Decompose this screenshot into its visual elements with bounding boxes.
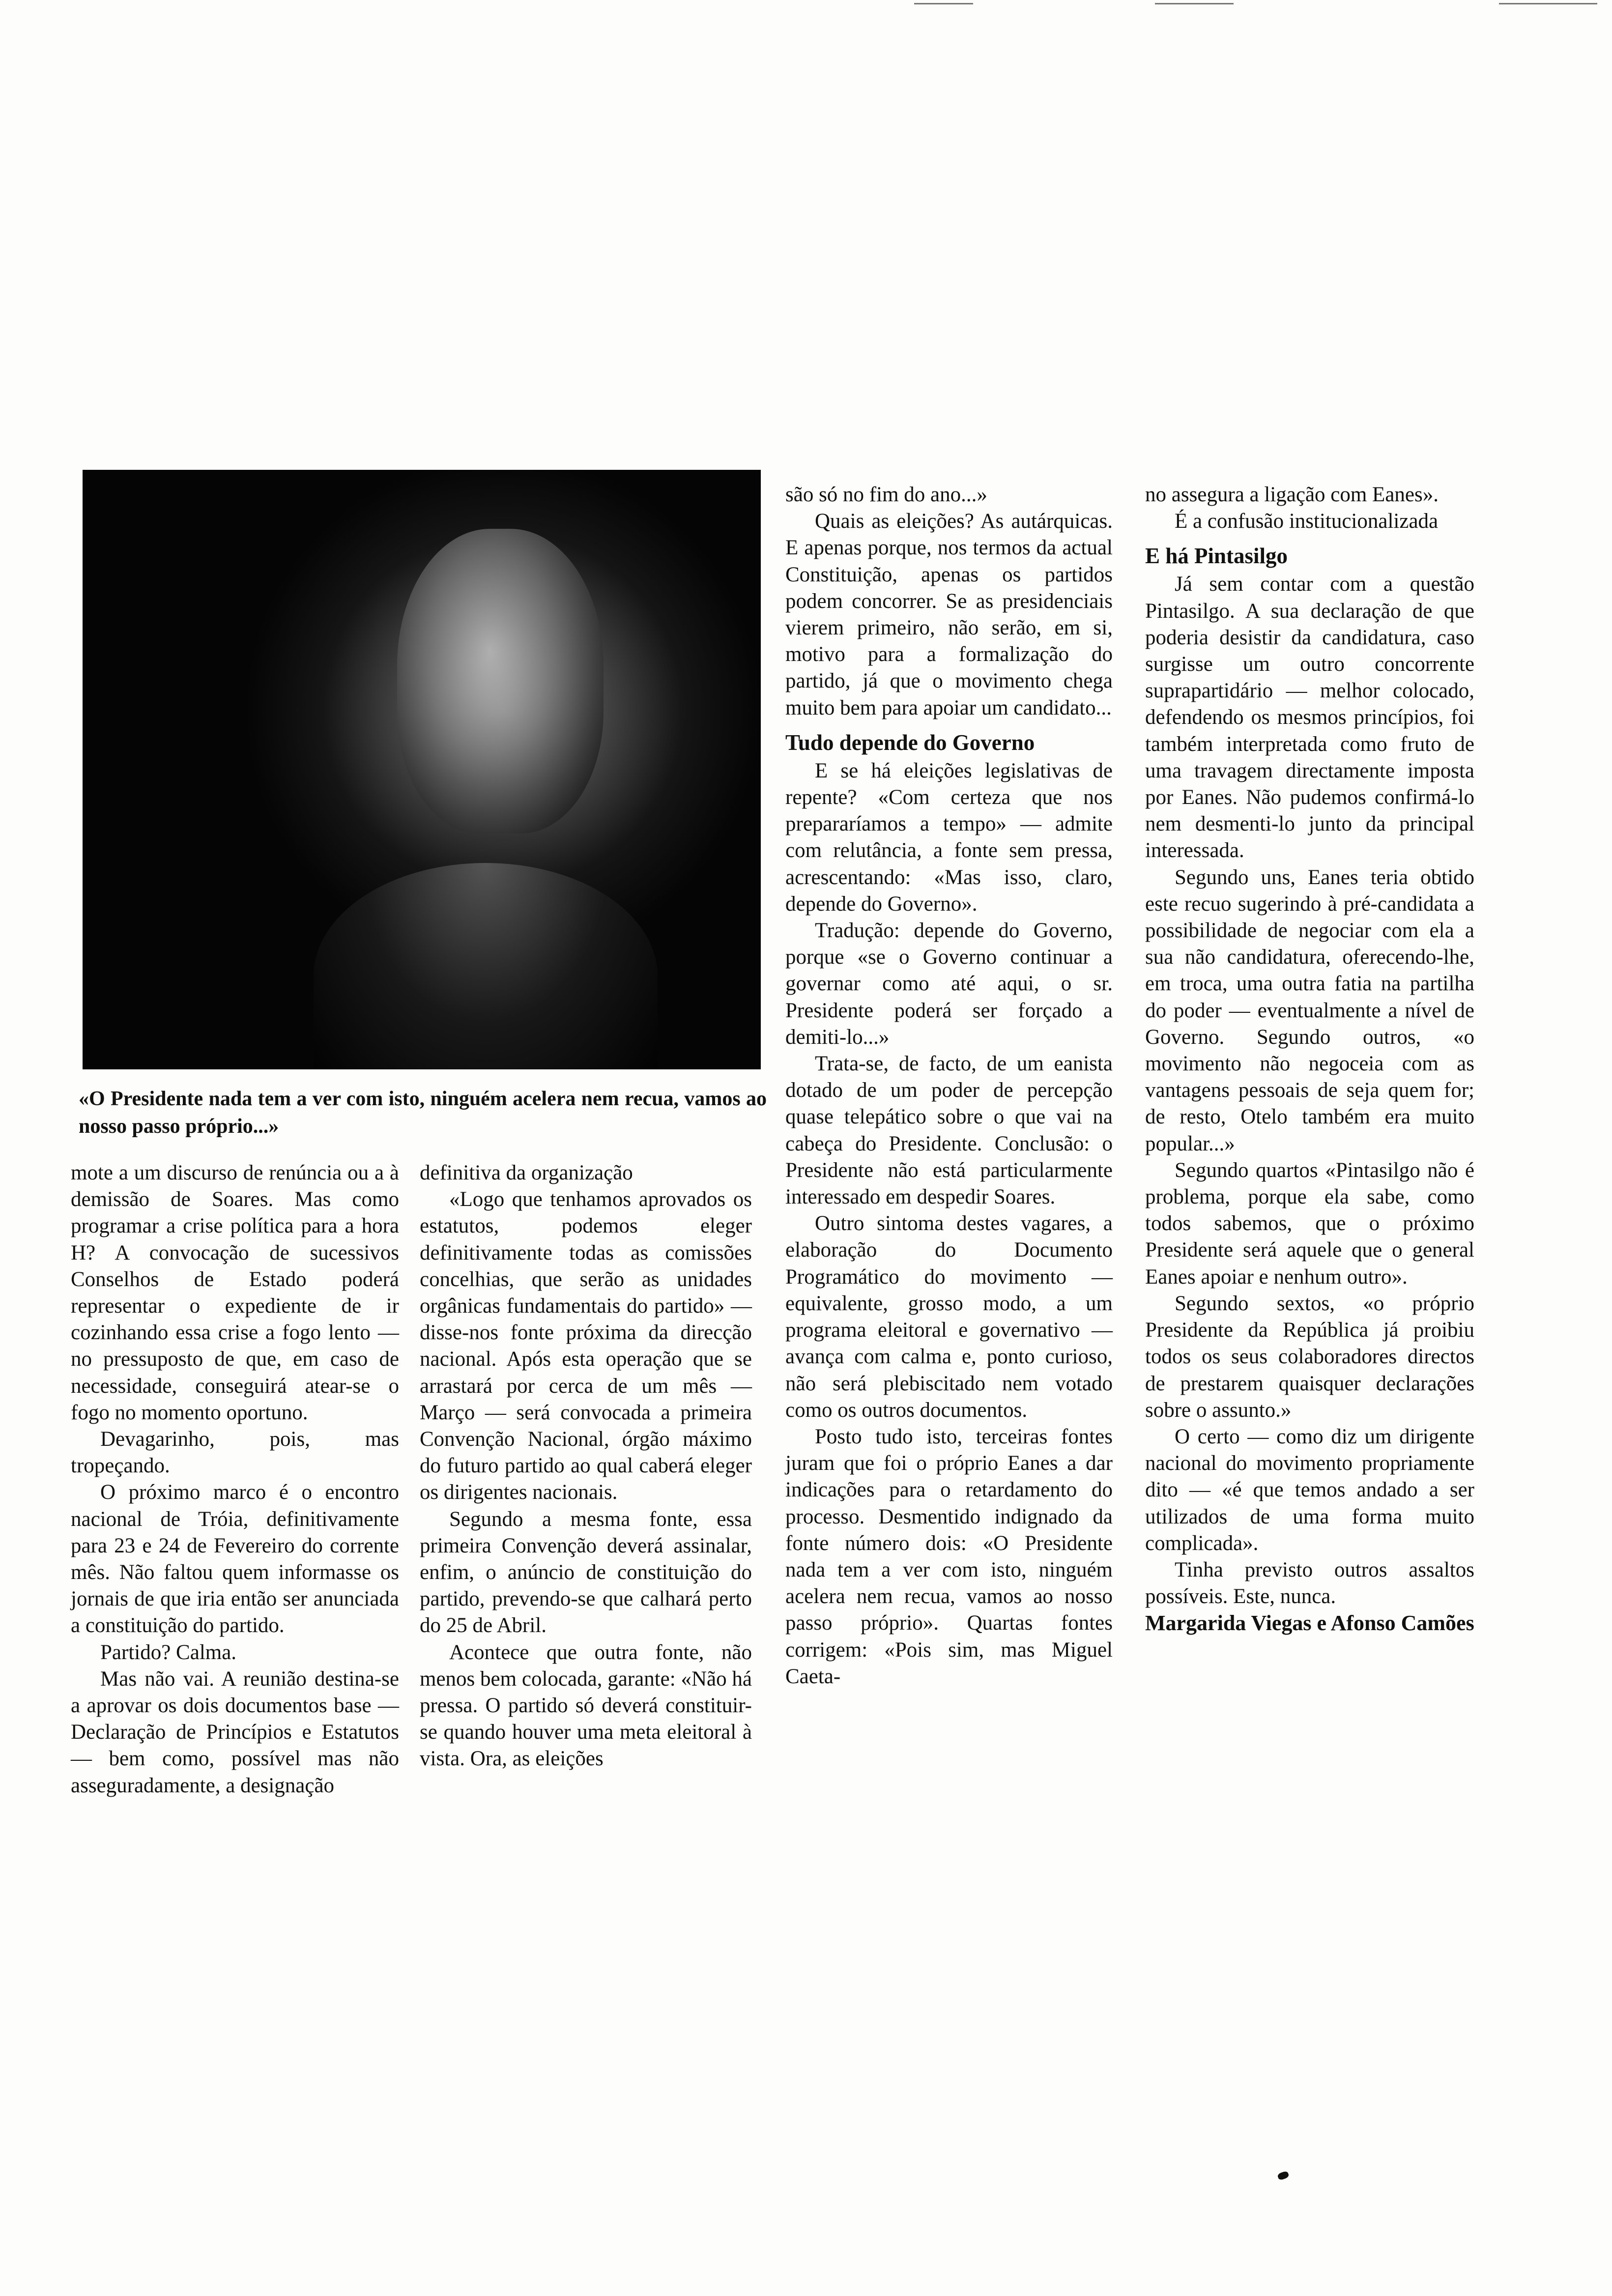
paragraph: mote a um discurso de renúncia ou a à demissão de Soares. Mas como programar a crise política para a hora H? A convocação de sucessivos Conselhos de Estado poderá representar o expediente de ir cozinhando essa crise a fogo lento — no pressuposto de que, em caso de necessidade, conseguirá atear-se o fogo no momento oportuno.: [71, 1161, 399, 1424]
face-shape: [397, 529, 604, 833]
paragraph: Partido? Calma.: [100, 1640, 237, 1664]
section-heading: E há Pintasilgo: [1145, 544, 1288, 569]
paragraph: O próximo marco é o encontro nacional de Tróia, definitivamente para 23 e 24 de Fevereiro do corrente mês. Não faltou quem informasse os jornais de que iria então ser anunciada a constituição do partido.: [71, 1481, 399, 1637]
paragraph: Segundo sextos, «o próprio Presidente da República já proibiu todos os seus colaboradores directos de prestarem quaisquer declarações sobre o assunto.»: [1145, 1292, 1474, 1422]
paragraph: Quais as eleições? As autárquicas. E apenas porque, nos termos da actual Constituição, apenas os partidos podem concorrer. Se as presidenciais vierem primeiro, não serão, em si, motivo para a formalização do partido, já que o movimento chega muito bem para apoiar um candidato...: [785, 510, 1113, 719]
shoulders-shape: [314, 863, 658, 1069]
paragraph: Acontece que outra fonte, não menos bem colocada, garante: «Não há pressa. O partido só deverá constituir-se quando houver uma meta eleitoral à vista. Ora, as eleições: [420, 1640, 752, 1771]
byline: Margarida Viegas e Afonso Camões: [1145, 1611, 1474, 1636]
scan-speck: [1277, 2171, 1289, 2181]
paragraph: são só no fim do ano...»: [785, 483, 987, 506]
article-column-1: [71, 1160, 399, 1799]
paragraph: Segundo uns, Eanes teria obtido este recuo sugerindo à pré-candidata a possibilidade de negociar com ela a sua não candidatura, oferecendo-lhe, em troca, uma outra fatia na partilha do poder — eventualmente a nível de Governo. Segundo outros, «o movimento não negoceia com as vantagens pessoais de seja quem for; de resto, Otelo também era muito popular...»: [1145, 865, 1474, 1155]
scan-mark: [914, 3, 973, 4]
paragraph: Tinha previsto outros assaltos possíveis. Este, nunca.: [1145, 1558, 1474, 1608]
article-column-3: [785, 482, 1113, 1690]
article-column-2: [420, 1160, 752, 1773]
paragraph: E se há eleições legislativas de repente? «Com certeza que nos prepararíamos a tempo» — admite com relutância, a fonte sem pressa, acrescentando: «Mas isso, claro, depende do Governo».: [785, 759, 1113, 916]
photo-caption: «O Presidente nada tem a ver com isto, ninguém acelera nem recua, vamos ao nosso passo próprio...»: [79, 1088, 767, 1138]
paragraph: Trata-se, de facto, de um eanista dotado de um poder de percepção quase telepático sobre o que vai na cabeça do Presidente. Conclusão: o Presidente não está particularmente interessado em despedir Soares.: [785, 1052, 1113, 1209]
paragraph: Outro sintoma destes vagares, a elaboração do Documento Programático do movimento — equivalente, grosso modo, a um programa eleitoral e governativo — avança com calma e, ponto curioso, não será plebiscitado nem votado como os outros documentos.: [785, 1212, 1113, 1422]
section-heading: Tudo depende do Governo: [785, 730, 1035, 755]
paragraph: Segundo quartos «Pintasilgo não é problema, porque ela sabe, como todos sabemos, que o próximo Presidente será aquele que o general Eanes apoiar e nenhum outro».: [1145, 1158, 1474, 1289]
paragraph: no assegura a ligação com Eanes».: [1145, 483, 1439, 506]
paragraph: Mas não vai. A reunião destina-se a aprovar os dois documentos base — Declaração de Princípios e Estatutos — bem como, possível mas não asseguradamente, a designação: [71, 1667, 399, 1797]
paragraph: definitiva da organização: [420, 1161, 633, 1184]
paragraph: O certo — como diz um dirigente nacional do movimento propriamente dito — «é que temos andado a ser utilizados de uma forma muito complicada».: [1145, 1425, 1474, 1555]
paragraph: Devagarinho, pois, mas tropeçando.: [71, 1428, 399, 1478]
paragraph: Tradução: depende do Governo, porque «se o Governo continuar a governar como até aqui, o sr. Presidente poderá ser forçado a demiti-lo...»: [785, 919, 1113, 1049]
paragraph: É a confusão institucionalizada: [1175, 510, 1439, 533]
scan-mark: [1499, 3, 1597, 4]
article-column-4: [1145, 482, 1474, 1636]
portrait-photo: [83, 470, 761, 1069]
scan-mark: [1155, 3, 1234, 4]
paragraph: Segundo a mesma fonte, essa primeira Convenção deverá assinalar, enfim, o anúncio de constituição do partido, prevendo-se que calhará perto do 25 de Abril.: [420, 1507, 752, 1637]
paragraph: Posto tudo isto, terceiras fontes juram que foi o próprio Eanes a dar indicações para o retardamento do processo. Desmentido indignado da fonte número dois: «O Presidente nada tem a ver com isto, ninguém acelera nem recua, vamos ao nosso passo próprio». Quartas fontes corrigem: «Pois sim, mas Miguel Caeta-: [785, 1425, 1113, 1688]
paragraph: «Logo que tenhamos aprovados os estatutos, podemos eleger definitivamente todas as comissões concelhias, que serão as unidades orgânicas fundamentais do partido» — disse-nos fonte próxima da direcção nacional. Após esta operação que se arrastará por cerca de um mês — Março — será convocada a primeira Convenção Nacional, órgão máximo do futuro partido ao qual caberá eleger os dirigentes nacionais.: [420, 1188, 752, 1504]
paragraph: Já sem contar com a questão Pintasilgo. A sua declaração de que poderia desistir da candidatura, caso surgisse um outro concorrente suprapartidário — melhor colocado, defendendo os mesmos princípios, foi também interpretada como fruto de uma travagem directamente imposta por Eanes. Não pudemos confirmá-lo nem desmenti-lo junto da principal interessada.: [1145, 573, 1474, 862]
